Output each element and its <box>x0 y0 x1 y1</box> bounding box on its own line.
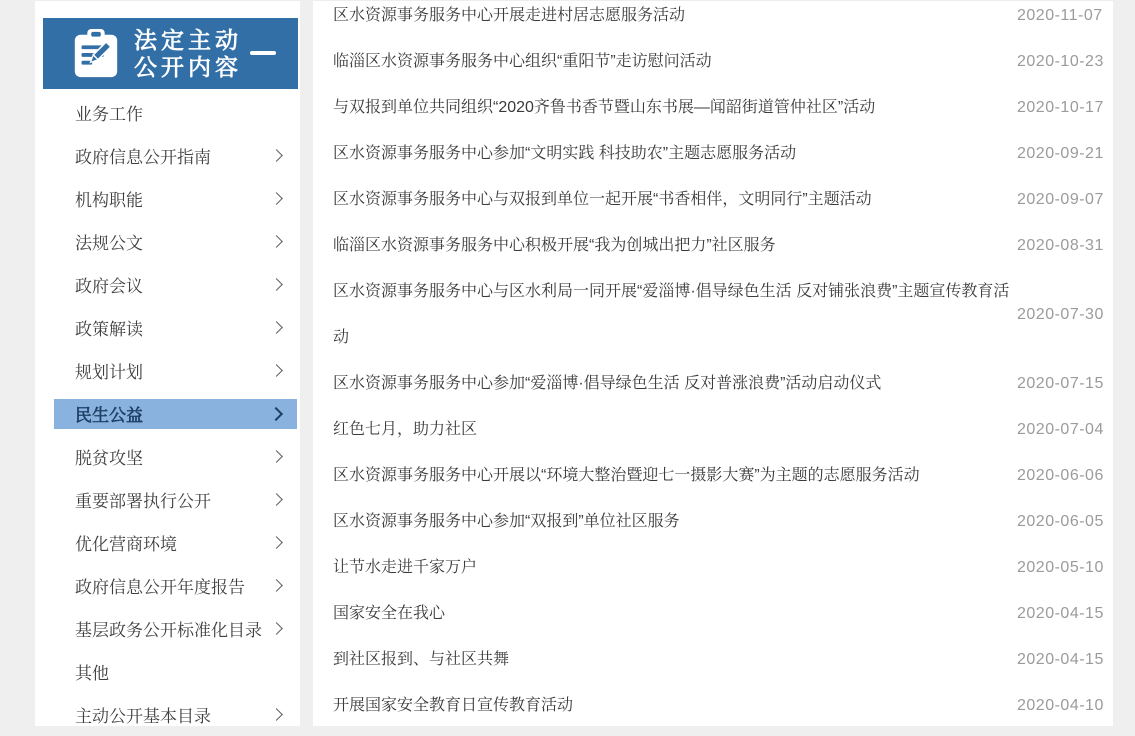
article-title-link[interactable]: 区水资源事务服务中心参加“爱淄博·倡导绿色生活 反对普涨浪费”活动启动仪式 <box>333 375 882 392</box>
chevron-right-icon <box>270 235 283 248</box>
sidebar-item-inner[interactable] <box>54 356 297 386</box>
sidebar-item[interactable] <box>54 177 297 220</box>
article-row[interactable] <box>333 223 1104 269</box>
article-date: 2020-07-30 <box>1017 306 1104 323</box>
sidebar-item-label: 优化营商环境 <box>75 535 177 554</box>
sidebar-item-label: 民生公益 <box>75 406 143 425</box>
sidebar-item-inner[interactable] <box>54 528 297 558</box>
article-row[interactable] <box>333 453 1104 499</box>
article-title-link[interactable]: 区水资源事务服务中心参加“双报到”单位社区服务 <box>333 513 680 530</box>
sidebar-item[interactable] <box>54 263 297 306</box>
article-row[interactable] <box>333 499 1104 545</box>
chevron-right-icon <box>270 192 283 205</box>
sidebar-item-label: 主动公开基本目录 <box>75 707 211 726</box>
sidebar-item[interactable] <box>54 693 297 736</box>
sidebar-item-inner[interactable] <box>54 442 297 472</box>
article-title-link[interactable]: 临淄区水资源事务服务中心组织“重阳节”走访慰问活动 <box>333 53 712 70</box>
sidebar-item-inner[interactable] <box>54 141 297 171</box>
sidebar-item[interactable] <box>54 392 297 435</box>
article-date: 2020-10-23 <box>1017 53 1104 70</box>
sidebar-item-label: 业务工作 <box>75 105 143 124</box>
chevron-right-icon <box>270 493 283 506</box>
article-title-link[interactable]: 国家安全在我心 <box>333 605 446 622</box>
sidebar-item-inner[interactable] <box>54 485 297 515</box>
article-date: 2020-04-15 <box>1017 605 1104 622</box>
article-title-link[interactable]: 区水资源事务服务中心开展走进村居志愿服务活动 <box>333 7 686 24</box>
article-row[interactable] <box>333 683 1104 726</box>
sidebar-item[interactable] <box>54 564 297 607</box>
sidebar-item[interactable] <box>54 220 297 263</box>
chevron-right-icon <box>269 406 283 420</box>
sidebar-item-inner[interactable] <box>54 184 297 214</box>
chevron-right-icon <box>270 622 283 635</box>
sidebar-item[interactable] <box>54 349 297 392</box>
article-list <box>333 0 1104 726</box>
article-date: 2020-06-05 <box>1017 513 1104 530</box>
article-title-link[interactable]: 区水资源事务服务中心参加“文明实践 科技助农”主题志愿服务活动 <box>333 145 797 162</box>
chevron-right-icon <box>270 708 283 721</box>
article-date: 2020-05-10 <box>1017 559 1104 576</box>
article-date: 2020-04-15 <box>1017 651 1104 668</box>
chevron-right-icon <box>270 364 283 377</box>
chevron-right-icon <box>270 321 283 334</box>
sidebar-item[interactable] <box>54 91 297 134</box>
chevron-right-icon <box>270 149 283 162</box>
sidebar-item-inner[interactable] <box>54 399 297 429</box>
sidebar-header <box>43 18 298 89</box>
sidebar-menu <box>35 89 300 736</box>
article-row[interactable] <box>333 269 1104 361</box>
sidebar-item-label: 其他 <box>75 664 109 683</box>
sidebar-item[interactable] <box>54 134 297 177</box>
sidebar-item-label: 基层政务公开标准化目录 <box>75 621 262 640</box>
sidebar-item-label: 重要部署执行公开 <box>75 492 211 511</box>
sidebar-item-inner[interactable] <box>54 270 297 300</box>
article-title-link[interactable]: 临淄区水资源事务服务中心积极开展“我为创城出把力”社区服务 <box>333 237 776 254</box>
sidebar-item-label: 脱贫攻坚 <box>75 449 143 468</box>
sidebar <box>35 0 300 726</box>
sidebar-item-inner[interactable] <box>54 313 297 343</box>
article-row[interactable] <box>333 637 1104 683</box>
clipboard-pencil-icon <box>72 28 120 80</box>
sidebar-item-label: 政策解读 <box>75 320 143 339</box>
article-title-link[interactable]: 区水资源事务服务中心与双报到单位一起开展“书香相伴，文明同行”主题活动 <box>333 191 872 208</box>
sidebar-item-label: 政府会议 <box>75 277 143 296</box>
article-row[interactable] <box>333 177 1104 223</box>
sidebar-item-inner[interactable] <box>54 227 297 257</box>
article-date: 2020-04-10 <box>1017 697 1104 714</box>
minus-icon[interactable] <box>250 51 276 55</box>
article-date: 2020-09-21 <box>1017 145 1104 162</box>
article-title-link[interactable]: 红色七月，助力社区 <box>333 421 478 438</box>
chevron-right-icon <box>270 536 283 549</box>
sidebar-item-inner[interactable] <box>54 571 297 601</box>
article-date: 2020-08-31 <box>1017 237 1104 254</box>
sidebar-title <box>134 27 242 81</box>
article-row[interactable] <box>333 131 1104 177</box>
chevron-right-icon <box>270 450 283 463</box>
article-title-link[interactable]: 到社区报到、与社区共舞 <box>333 651 510 668</box>
article-title-link[interactable]: 开展国家安全教育日宣传教育活动 <box>333 697 574 714</box>
article-title-link[interactable]: 与双报到单位共同组织“2020齐鲁书香节暨山东书展—闻韶街道管仲社区”活动 <box>333 99 876 116</box>
chevron-right-icon <box>270 278 283 291</box>
sidebar-item[interactable] <box>54 435 297 478</box>
article-date: 2020-10-17 <box>1017 99 1104 116</box>
article-date: 2020-06-06 <box>1017 467 1104 484</box>
sidebar-item[interactable] <box>54 521 297 564</box>
article-row[interactable] <box>333 361 1104 407</box>
article-title-link[interactable]: 让节水走进千家万户 <box>333 559 478 576</box>
article-row[interactable] <box>333 591 1104 637</box>
sidebar-item-inner[interactable] <box>54 98 297 128</box>
article-row[interactable] <box>333 0 1103 39</box>
sidebar-item[interactable] <box>54 650 297 693</box>
sidebar-item-label: 政府信息公开年度报告 <box>75 578 245 597</box>
article-row[interactable] <box>333 85 1104 131</box>
sidebar-title-line1: 法定主动 <box>134 26 242 53</box>
chevron-right-icon <box>270 579 283 592</box>
article-date: 2020-07-04 <box>1017 421 1104 438</box>
sidebar-item-label: 法规公文 <box>75 234 143 253</box>
sidebar-item-inner[interactable] <box>54 657 297 687</box>
sidebar-title-line2: 公开内容 <box>134 53 242 80</box>
sidebar-item[interactable] <box>54 478 297 521</box>
sidebar-item-inner[interactable] <box>54 700 297 730</box>
article-date: 2020-11-07 <box>1017 7 1103 24</box>
sidebar-item[interactable] <box>54 306 297 349</box>
article-date: 2020-07-15 <box>1017 375 1104 392</box>
sidebar-item-inner[interactable] <box>54 614 297 644</box>
article-date: 2020-09-07 <box>1017 191 1104 208</box>
sidebar-item-label: 政府信息公开指南 <box>75 148 211 167</box>
article-row[interactable] <box>333 407 1104 453</box>
article-row[interactable] <box>333 545 1104 591</box>
sidebar-item[interactable] <box>54 607 297 650</box>
article-title-link[interactable]: 区水资源事务服务中心与区水利局一同开展“爱淄博·倡导绿色生活 反对铺张浪费”主题宣传教育活动 <box>333 283 1010 346</box>
article-row[interactable] <box>333 39 1104 85</box>
article-list-panel <box>313 0 1113 726</box>
sidebar-item-label: 规划计划 <box>75 363 143 382</box>
sidebar-item-label: 机构职能 <box>75 191 143 210</box>
article-title-link[interactable]: 区水资源事务服务中心开展以“环境大整治暨迎七一摄影大赛”为主题的志愿服务活动 <box>333 467 920 484</box>
